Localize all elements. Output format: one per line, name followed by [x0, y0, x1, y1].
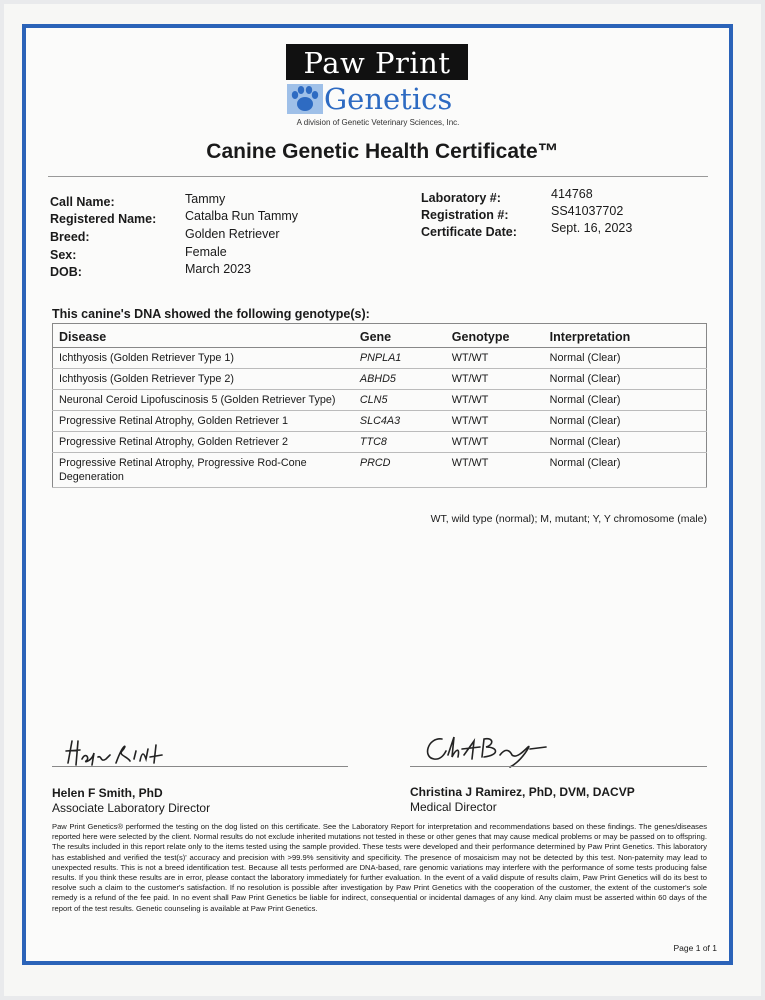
breed-label: Breed: — [50, 230, 90, 244]
sex-label: Sex: — [50, 248, 77, 262]
registration-value: SS41037702 — [551, 204, 624, 218]
registration-label: Registration #: — [421, 208, 509, 222]
disease-cell: Progressive Retinal Atrophy, Progressive Rod-Cone Degeneration — [53, 453, 354, 488]
disease-cell: Progressive Retinal Atrophy, Golden Retriever 2 — [53, 432, 354, 453]
logo-bottom-text: Genetics — [324, 82, 453, 116]
gene-cell: TTC8 — [354, 432, 446, 453]
left-signature-line — [52, 766, 348, 767]
genotype-section-heading: This canine's DNA showed the following genotype(s): — [52, 307, 370, 321]
genotype-table — [52, 323, 707, 488]
table-row — [53, 348, 707, 369]
call-name-label: Call Name: — [50, 195, 115, 209]
right-signatory-title: Medical Director — [410, 800, 497, 814]
gene-cell: PNPLA1 — [354, 348, 446, 369]
table-row — [53, 411, 707, 432]
registered-name-value: Catalba Run Tammy — [185, 209, 299, 223]
interpretation-cell: Normal (Clear) — [544, 369, 707, 390]
breed-value: Golden Retriever — [185, 227, 280, 241]
table-row — [53, 432, 707, 453]
genotype-legend: WT, wild type (normal); M, mutant; Y, Y chromosome (male) — [430, 513, 707, 525]
certificate-date-value: Sept. 16, 2023 — [551, 221, 633, 235]
paw-icon — [286, 82, 324, 116]
genotype-cell: WT/WT — [446, 432, 544, 453]
disease-cell: Ichthyosis (Golden Retriever Type 2) — [53, 369, 354, 390]
page-number: Page 1 of 1 — [673, 943, 717, 953]
logo-top-text: Paw Print — [286, 44, 468, 80]
title-divider — [48, 176, 708, 177]
right-signature-line — [410, 766, 707, 767]
genotype-cell: WT/WT — [446, 453, 544, 488]
paw-print-genetics-logo — [286, 44, 470, 126]
christina-ramirez-signature — [418, 733, 558, 773]
genotype-header: Genotype — [446, 324, 544, 348]
laboratory-value: 414768 — [551, 187, 593, 201]
gene-cell: PRCD — [354, 453, 446, 488]
dob-value: March 2023 — [185, 262, 252, 276]
table-row — [53, 390, 707, 411]
logo-division-text: A division of Genetic Veterinary Sciences, Inc. — [296, 118, 460, 127]
interpretation-cell: Normal (Clear) — [544, 390, 707, 411]
gene-cell: SLC4A3 — [354, 411, 446, 432]
helen-smith-signature — [62, 737, 172, 769]
table-row — [53, 453, 707, 488]
genotype-cell: WT/WT — [446, 390, 544, 411]
disease-header: Disease — [53, 324, 354, 348]
registered-name-label: Registered Name: — [50, 212, 157, 226]
certificate-date-label: Certificate Date: — [421, 225, 517, 239]
disease-cell: Neuronal Ceroid Lipofuscinosis 5 (Golden Retriever Type) — [53, 390, 354, 411]
gene-header: Gene — [354, 324, 446, 348]
gene-cell: CLN5 — [354, 390, 446, 411]
disclaimer-text: Paw Print Genetics® performed the testing on the dog listed on this certificate. See the Laboratory Report for interpretation and recommendations based on these findings. The genes/diseases reported here were selected by the client. Normal results do not exclude inherited mutations not tested in these or other genes that may cause medical problems or may be passed on to offspring. The results included in this report relate only to the items tested using the sample provided. These tests were developed and their performance determined by Paw Print Genetics. This laboratory has established and verified the test(s)' accuracy and precision with >99.9% sensitivity and specificity. The presence of mosaicism may not be detected by this test. Non-paternity may lead to unexpected results. This is not a breed identification test. Because all tests performed are DNA-based, rare genomic variations may interfere with the performance of some tests producing false results. If you think these results are in error, please contact the laboratory immediately for further evaluation. In the event of a valid dispute of results claim, Paw Print Genetics will do its best to resolve such a claim to the customer's satisfaction. If no resolution is possible after investigation by Paw Print Genetics with the cooperation of the customer, the extent of the customer's sole remedy is a refund of the fee paid. In no event shall Paw Print Genetics be liable for indirect, consequential or incidental damages of any kind. Any claim must be asserted within 60 days of the report of the test results. Genetic counseling is available at Paw Print Genetics. — [52, 822, 707, 913]
dob-label: DOB: — [50, 265, 82, 279]
interpretation-cell: Normal (Clear) — [544, 453, 707, 488]
interpretation-cell: Normal (Clear) — [544, 432, 707, 453]
genotype-cell: WT/WT — [446, 369, 544, 390]
interpretation-header: Interpretation — [544, 324, 707, 348]
table-row — [53, 369, 707, 390]
interpretation-cell: Normal (Clear) — [544, 411, 707, 432]
table-header-row — [53, 324, 707, 348]
sex-value: Female — [185, 245, 227, 259]
laboratory-label: Laboratory #: — [421, 191, 501, 205]
disease-cell: Ichthyosis (Golden Retriever Type 1) — [53, 348, 354, 369]
interpretation-cell: Normal (Clear) — [544, 348, 707, 369]
call-name-value: Tammy — [185, 192, 226, 206]
genotype-cell: WT/WT — [446, 411, 544, 432]
right-signatory-name: Christina J Ramirez, PhD, DVM, DACVP — [410, 785, 635, 799]
left-signatory-name: Helen F Smith, PhD — [52, 786, 163, 800]
gene-cell: ABHD5 — [354, 369, 446, 390]
left-signatory-title: Associate Laboratory Director — [52, 801, 211, 815]
genotype-cell: WT/WT — [446, 348, 544, 369]
certificate-title: Canine Genetic Health Certificate™ — [206, 140, 559, 163]
disease-cell: Progressive Retinal Atrophy, Golden Retriever 1 — [53, 411, 354, 432]
